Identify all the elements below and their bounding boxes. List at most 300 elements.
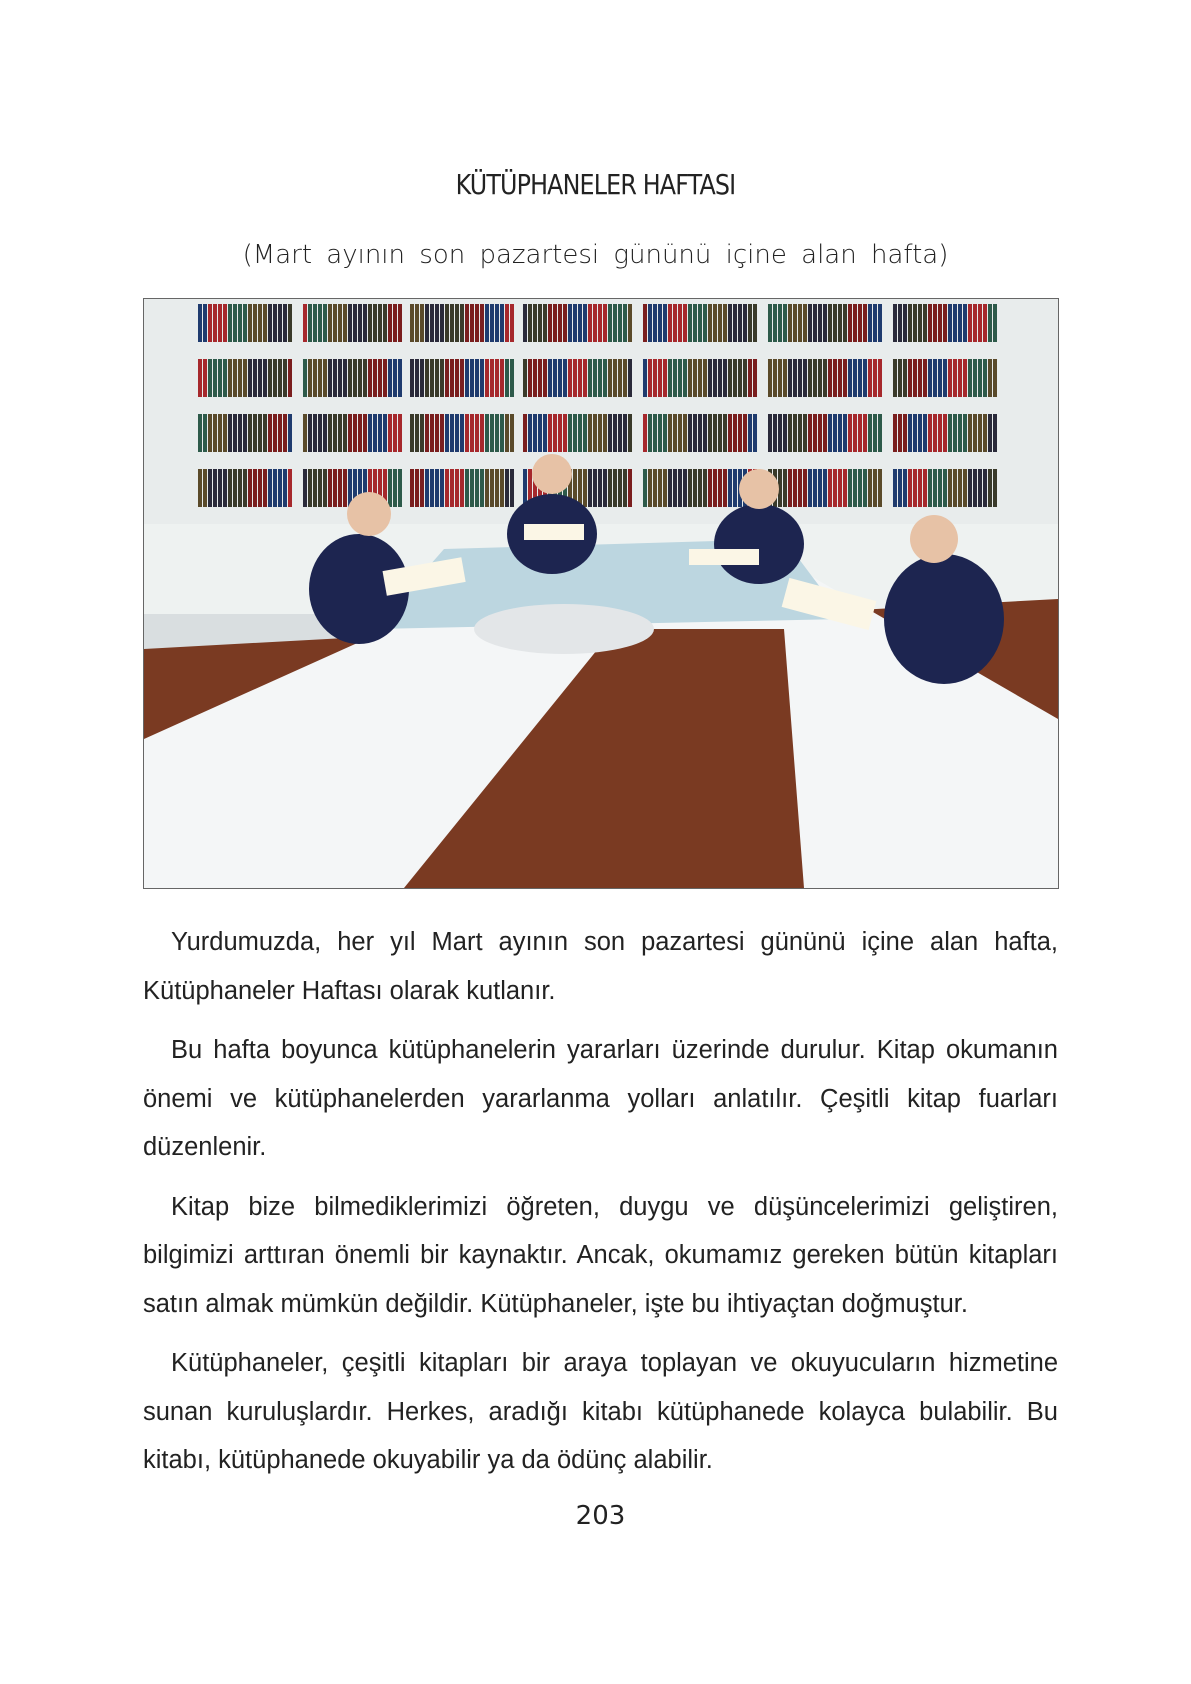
book-spine [253, 414, 257, 452]
book-spine [918, 469, 922, 507]
book-spine [693, 414, 697, 452]
book-spine [698, 359, 702, 397]
book-spine [713, 469, 717, 507]
book-spine [523, 304, 527, 342]
book-spine [460, 359, 464, 397]
book-spine [728, 469, 732, 507]
book-spine [753, 414, 757, 452]
book-spine [495, 359, 499, 397]
book-spine [398, 359, 402, 397]
book-spine [593, 414, 597, 452]
book-spine [823, 359, 827, 397]
book-spine [420, 469, 424, 507]
book-spine [455, 414, 459, 452]
book-spine [495, 414, 499, 452]
book-spine [358, 414, 362, 452]
book-spine [608, 469, 612, 507]
book-spine [908, 359, 912, 397]
book-spine [708, 414, 712, 452]
book-spine [798, 359, 802, 397]
book-spine [348, 359, 352, 397]
book-spine [853, 469, 857, 507]
book-spine [308, 469, 312, 507]
book-spine [538, 359, 542, 397]
book-spine [613, 359, 617, 397]
book-spine [788, 359, 792, 397]
book-spine [603, 359, 607, 397]
book-spine [248, 359, 252, 397]
book-spine [410, 359, 414, 397]
book-spine [533, 359, 537, 397]
book-spine [233, 359, 237, 397]
book-spine [908, 304, 912, 342]
book-spine [808, 469, 812, 507]
book-spine [798, 469, 802, 507]
book-spine [445, 469, 449, 507]
book-spine [618, 414, 622, 452]
book-spine [583, 414, 587, 452]
book-spine [903, 359, 907, 397]
book-spine [288, 359, 292, 397]
book-spine [398, 414, 402, 452]
book-spine [198, 469, 202, 507]
book-spine [268, 414, 272, 452]
book-spine [878, 469, 882, 507]
book-spine [993, 469, 997, 507]
book-spine [233, 304, 237, 342]
book-spine [803, 359, 807, 397]
book-spine [505, 304, 509, 342]
book-spine [858, 414, 862, 452]
book-spine [495, 304, 499, 342]
book-spine [393, 469, 397, 507]
book-spine [243, 469, 247, 507]
book-spine [465, 359, 469, 397]
book-spine [573, 359, 577, 397]
book-spine [963, 414, 967, 452]
book-spine [533, 414, 537, 452]
book-spine [933, 359, 937, 397]
book-spine [238, 414, 242, 452]
book-spine [338, 469, 342, 507]
book-spine [558, 359, 562, 397]
book-spine [983, 304, 987, 342]
book-spine [263, 359, 267, 397]
book-spine [713, 304, 717, 342]
book-spine [813, 469, 817, 507]
book-spine [658, 304, 662, 342]
book-spine [988, 359, 992, 397]
book-spine [278, 359, 282, 397]
book-spine [863, 469, 867, 507]
book-spine [893, 304, 897, 342]
book-spine [228, 469, 232, 507]
book-spine [368, 304, 372, 342]
book-spine [823, 304, 827, 342]
book-spine [323, 469, 327, 507]
book-spine [398, 469, 402, 507]
book-spine [420, 359, 424, 397]
book-spine [933, 414, 937, 452]
book-spine [668, 359, 672, 397]
book-spine [500, 414, 504, 452]
book-spine [238, 304, 242, 342]
book-spine [568, 304, 572, 342]
book-spine [948, 414, 952, 452]
book-spine [523, 414, 527, 452]
book-spine [873, 469, 877, 507]
book-spine [913, 414, 917, 452]
book-spine [455, 304, 459, 342]
book-spine [663, 304, 667, 342]
book-spine [623, 414, 627, 452]
book-spine [828, 469, 832, 507]
book-spine [768, 359, 772, 397]
book-spine [425, 469, 429, 507]
book-spine [388, 304, 392, 342]
book-spine [718, 359, 722, 397]
book-spine [485, 414, 489, 452]
book-spine [318, 414, 322, 452]
book-spine [783, 414, 787, 452]
book-spine [938, 304, 942, 342]
book-spine [603, 304, 607, 342]
book-spine [838, 414, 842, 452]
book-spine [978, 359, 982, 397]
book-spine [733, 359, 737, 397]
book-spine [528, 359, 532, 397]
book-spine [963, 469, 967, 507]
book-spine [613, 414, 617, 452]
book-spine [738, 359, 742, 397]
book-spine [843, 304, 847, 342]
book-spine [218, 469, 222, 507]
book-spine [628, 469, 632, 507]
book-spine [893, 414, 897, 452]
book-spine [445, 359, 449, 397]
book-spine [813, 359, 817, 397]
book-spine [410, 304, 414, 342]
book-spine [440, 414, 444, 452]
book-spine [743, 304, 747, 342]
book-spine [953, 359, 957, 397]
book-spine [733, 414, 737, 452]
book-spine [618, 359, 622, 397]
book-spine [578, 359, 582, 397]
book-spine [933, 304, 937, 342]
book-spine [923, 469, 927, 507]
book-spine [268, 359, 272, 397]
book-spine [460, 304, 464, 342]
book-spine [868, 414, 872, 452]
book-spine [833, 359, 837, 397]
book-spine [505, 414, 509, 452]
book-spine [318, 469, 322, 507]
book-spine [420, 304, 424, 342]
page-number: 203 [575, 1500, 626, 1531]
book-spine [248, 304, 252, 342]
book-spine [465, 469, 469, 507]
book-spine [923, 414, 927, 452]
book-spine [440, 304, 444, 342]
book-spine [928, 414, 932, 452]
book-spine [648, 469, 652, 507]
book-spine [568, 414, 572, 452]
book-spine [903, 469, 907, 507]
book-spine [703, 359, 707, 397]
book-spine [718, 414, 722, 452]
library-photo [143, 298, 1059, 889]
book-spine [495, 469, 499, 507]
book-spine [988, 304, 992, 342]
book-spine [648, 304, 652, 342]
book-spine [218, 304, 222, 342]
book-spine [733, 469, 737, 507]
book-spine [683, 304, 687, 342]
book-spine [643, 414, 647, 452]
book-spine [968, 469, 972, 507]
book-spine [203, 359, 207, 397]
book-spine [510, 469, 514, 507]
book-spine [440, 469, 444, 507]
book-spine [943, 414, 947, 452]
book-spine [673, 414, 677, 452]
book-spine [748, 304, 752, 342]
book-spine [918, 304, 922, 342]
book-spine [938, 469, 942, 507]
book-spine [933, 469, 937, 507]
book-spine [435, 469, 439, 507]
book-spine [598, 414, 602, 452]
book-spine [783, 304, 787, 342]
book-spine [993, 359, 997, 397]
book-spine [455, 359, 459, 397]
book-spine [833, 304, 837, 342]
book-spine [603, 469, 607, 507]
book-spine [693, 304, 697, 342]
book-spine [248, 414, 252, 452]
book-spine [343, 359, 347, 397]
book-spine [873, 304, 877, 342]
book-spine [223, 469, 227, 507]
book-spine [723, 469, 727, 507]
book-spine [778, 359, 782, 397]
book-spine [683, 414, 687, 452]
book-spine [983, 414, 987, 452]
book-spine [938, 414, 942, 452]
book-spine [253, 469, 257, 507]
book-spine [673, 304, 677, 342]
book-spine [543, 304, 547, 342]
book-spine [878, 414, 882, 452]
book-spine [353, 304, 357, 342]
book-spine [233, 469, 237, 507]
book-spine [278, 414, 282, 452]
book-spine [743, 414, 747, 452]
book-spine [798, 304, 802, 342]
book-spine [923, 359, 927, 397]
book-spine [388, 414, 392, 452]
book-spine [470, 304, 474, 342]
book-spine [505, 359, 509, 397]
book-spine [818, 469, 822, 507]
book-spine [988, 414, 992, 452]
book-spine [678, 414, 682, 452]
book-spine [683, 359, 687, 397]
book-spine [623, 304, 627, 342]
book-spine [383, 304, 387, 342]
book-spine [858, 359, 862, 397]
paragraph: Yurdumuzda, her yıl Mart ayının son pazartesi gününü içine alan hafta, Kütüphaneler Haftası olarak kutlanır. [143, 928, 1058, 1005]
book-spine [943, 359, 947, 397]
book-spine [728, 414, 732, 452]
book-spine [768, 304, 772, 342]
book-spine [993, 414, 997, 452]
book-spine [288, 469, 292, 507]
book-spine [430, 414, 434, 452]
book-spine [480, 304, 484, 342]
book-spine [558, 414, 562, 452]
book-spine [798, 414, 802, 452]
book-spine [218, 359, 222, 397]
book-spine [303, 414, 307, 452]
book-spine [853, 414, 857, 452]
book-spine [538, 414, 542, 452]
book-spine [658, 359, 662, 397]
book-spine [943, 304, 947, 342]
book-spine [603, 414, 607, 452]
book-spine [388, 359, 392, 397]
book-spine [420, 414, 424, 452]
book-spine [198, 414, 202, 452]
book-spine [303, 304, 307, 342]
book-spine [658, 414, 662, 452]
book-spine [903, 414, 907, 452]
book-spine [948, 469, 952, 507]
book-spine [303, 359, 307, 397]
book-spine [988, 469, 992, 507]
book-spine [973, 414, 977, 452]
book-spine [648, 414, 652, 452]
book-spine [288, 414, 292, 452]
book-spine [278, 469, 282, 507]
book-spine [673, 469, 677, 507]
book-spine [238, 469, 242, 507]
book-spine [643, 359, 647, 397]
book-spine [733, 304, 737, 342]
book-spine [688, 359, 692, 397]
book-spine [623, 359, 627, 397]
book-spine [578, 414, 582, 452]
book-spine [348, 414, 352, 452]
book-spine [510, 304, 514, 342]
book-spine [480, 469, 484, 507]
book-spine [338, 359, 342, 397]
book-spine [928, 304, 932, 342]
book-spine [553, 359, 557, 397]
book-spine [208, 469, 212, 507]
book-spine [533, 304, 537, 342]
book-spine [475, 359, 479, 397]
paragraph: Kütüphaneler, çeşitli kitapları bir araya toplayan ve okuyucuların hizmetine sunan kuruluşlardır. Herkes, aradığı kitabı kütüphanede kolayca bulabilir. Bu kitabı, kütüphanede okuyabilir ya da ödünç alabilir. [143, 1349, 1058, 1474]
book-spine [393, 414, 397, 452]
paragraph: Kitap bize bilmediklerimizi öğreten, duygu ve düşüncelerimizi geliştiren, bilgimizi arttıran önemli bir kaynaktır. Ancak, okumamız gereken bütün kitapları satın almak mümkün değildir. Kütüphaneler, işte bu ihtiyaçtan doğmuştur. [143, 1192, 1058, 1318]
book-spine [703, 304, 707, 342]
book-spine [608, 359, 612, 397]
book-spine [450, 469, 454, 507]
text-flow [143, 918, 1058, 1533]
book-spine [278, 304, 282, 342]
book-spine [258, 414, 262, 452]
book-spine [198, 359, 202, 397]
book-spine [228, 359, 232, 397]
book-spine [813, 414, 817, 452]
book-spine [283, 304, 287, 342]
book-spine [343, 304, 347, 342]
book-spine [223, 304, 227, 342]
book-spine [308, 414, 312, 452]
book-spine [753, 304, 757, 342]
book-spine [203, 414, 207, 452]
book-spine [308, 304, 312, 342]
book-spine [410, 414, 414, 452]
book-spine [818, 414, 822, 452]
book-spine [708, 469, 712, 507]
book-spine [728, 304, 732, 342]
book-spine [273, 359, 277, 397]
book-spine [953, 304, 957, 342]
book-spine [393, 359, 397, 397]
book-spine [470, 414, 474, 452]
book-spine [823, 414, 827, 452]
book-spine [803, 469, 807, 507]
book-spine [828, 304, 832, 342]
book-spine [973, 304, 977, 342]
book-spine [268, 469, 272, 507]
book-spine [828, 414, 832, 452]
book-spine [808, 359, 812, 397]
book-spine [313, 359, 317, 397]
book-spine [273, 304, 277, 342]
book-spine [388, 469, 392, 507]
book-spine [778, 304, 782, 342]
book-spine [848, 304, 852, 342]
book-spine [653, 359, 657, 397]
book-spine [718, 469, 722, 507]
book-spine [273, 414, 277, 452]
book-spine [318, 304, 322, 342]
body-text [143, 918, 1058, 1485]
book-spine [718, 304, 722, 342]
book-spine [425, 414, 429, 452]
book-spine [853, 304, 857, 342]
book-spine [353, 359, 357, 397]
book-spine [773, 359, 777, 397]
book-spine [773, 304, 777, 342]
book-spine [873, 414, 877, 452]
book-spine [505, 469, 509, 507]
book-spine [563, 359, 567, 397]
book-spine [653, 414, 657, 452]
book-spine [613, 304, 617, 342]
book-spine [263, 414, 267, 452]
book-spine [455, 469, 459, 507]
book-spine [363, 304, 367, 342]
book-spine [273, 469, 277, 507]
book-spine [450, 304, 454, 342]
book-spine [213, 359, 217, 397]
book-spine [490, 414, 494, 452]
